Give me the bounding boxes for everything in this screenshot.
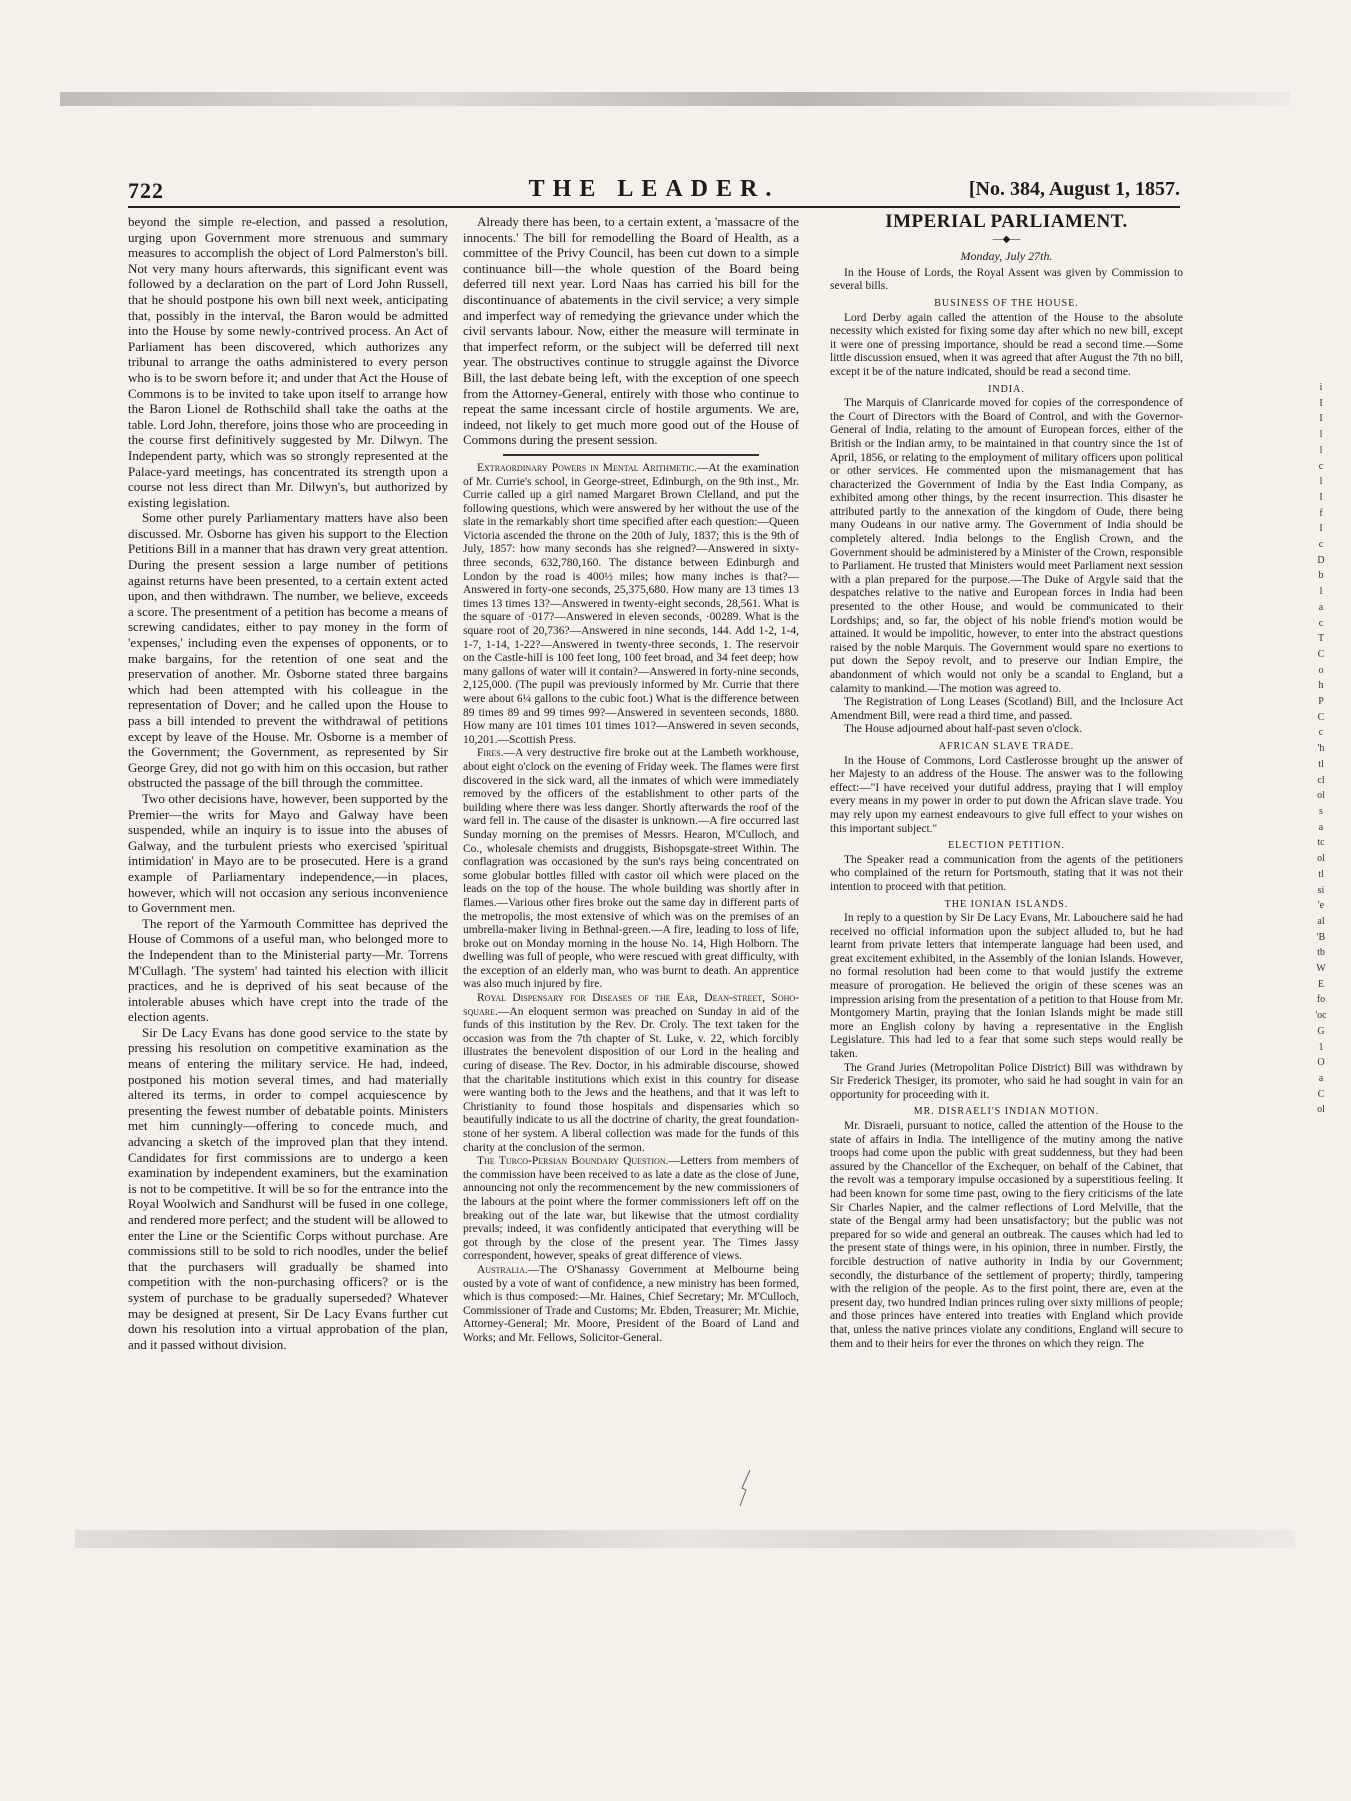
item-heading: Fires. [477,747,504,760]
edge-fragment: si [1317,884,1325,896]
item-body: —Letters from members of the commission have been received to as late a date as the close of June, announcing not only the recommencement by the new commissioners of the labours at the point where the former commissioners left off on the breaking out of the late war, but likewise that the utmost cordiality prevails; indeed, it was confidently anticipated that everything will be got through by the close of the present year. The Times Jassy correspondent, however, speaks of great difference of views. [463,1155,799,1263]
edge-fragment: I [1319,491,1323,503]
edge-fragment: E [1317,978,1325,990]
edge-fragment: tb [1317,947,1325,959]
edge-fragment: C [1317,1088,1325,1100]
subheading: THE IONIAN ISLANDS. [944,898,1069,910]
edge-fragment: I [1319,413,1323,425]
edge-fragment: b [1318,570,1324,582]
ink-mark [738,1468,752,1508]
edge-fragment: C [1317,711,1325,723]
scan-border-top [60,92,1290,106]
page-number: 722 [128,178,164,203]
edge-fragment: I [1319,523,1323,535]
subheading: BUSINESS OF THE HOUSE. [934,297,1079,309]
report-paragraph: The Registration of Long Leases (Scotland) Bill, and the Inclosure Act Amendment Bill, were read a third time, and passed. [830,696,1183,722]
edge-fragment: P [1318,696,1324,708]
edge-fragment: l [1319,476,1323,488]
column-separator [503,454,759,456]
edge-fragment: O [1317,1057,1325,1069]
header-rule [128,206,1180,208]
edge-fragment: i [1319,382,1323,393]
adjacent-page-edge [1300,380,1342,1290]
column-3 [830,214,1183,1489]
edge-fragment: f [1319,507,1323,519]
report-paragraph: In reply to a question by Sir De Lacy Evans, Mr. Labouchere said he had received no official information upon the subject alluded to, but he had learnt from private letters that intemperate language had been used, and great excitement exhibited, in the Assembly of the Ionian Islands. However, no formal resolution had been come to that would justify the extreme measure of prorogation. He believed the origin of these scenes was an impression arising from the presentation of a petition to that House from Mr. Montgomery Martin, praying that the Ionian Islands might be made still more an English colony by having a representative in the English Legislature. This had led to a fear that some such steps would really be taken. [830,912,1183,1061]
subheading: INDIA. [988,383,1025,395]
report-paragraph: Lord Derby again called the attention of the House to the absolute necessity which existed for fixing some day after which no new bill, except it were one of pressing importance, should be read a second time.—Some little discussion ensued, when it was agreed that after August the 7th no bill, except it be of the nature indicated, should be read a second time. [830,311,1183,378]
col2-paragraph: Already there has been, to a certain extent, a 'massacre of the innocents.' The bill for remodelling the Board of Health, as a committee of the Privy Council, has been cut down to a simple continuance bill—the whole question of the Board being deferred till next year. Lord Naas has carried his bill for the discontinuance of abatements in the civil service; a very simple and imperfect way of remedying the grievance under which the civil servants labour. Now, either the measure will terminate in that imperfect reform, or the subject will be deferred till next year. The obstructives continue to struggle against the Divorce Bill, the last debate being left, with the exception of one speech from the Attorney-General, entirely with those who continue to repeat the same incessant circle of hostile arguments. We are, indeed, not likely to get much more good out of the House of Commons during the present session. [463,214,799,448]
edge-fragment: c [1318,460,1324,472]
ornament-divider: —◆— [992,233,1021,245]
edge-fragment: tc [1317,837,1325,849]
subheading: MR. DISRAELI'S INDIAN MOTION. [913,1106,1100,1118]
report-paragraph: The House adjourned about half-past seven o'clock. [844,723,1083,736]
edge-fragment: o [1318,664,1324,676]
item-body: —The O'Shanassy Government at Melbourne being ousted by a vote of want of confidence, a new ministry has been formed, which is thus composed:—Mr. Haines, Chief Secretary; Mr. M'Culloch, Commissioner of Trade and Customs; Mr. Ebden, Treasurer; Mr. Michie, Attorney-General; Mr. Moore, President of the Board of Land and Works; and Mr. Fellows, Solicitor-General. [463,1263,799,1344]
edge-fragment: fo [1316,994,1326,1006]
col1-paragraph: The report of the Yarmouth Committee has deprived the House of Commons of a useful man, who belonged more to the Independent than to the Ministerial party—Mr. Torrens M'Cullagh. 'The system' had tainted his election with illicit practices, and he is deprived of his seat because of the intolerable abuses which have crept into the trade of the election agents. [128,915,448,1025]
item-body: —At the examination of Mr. Currie's school, in George-street, Edinburgh, on the 9th inst., Mr. Currie called up a girl named Margaret Brown Clelland, and put the following questions, which were answered by her without the use of the slate in the remarkably short time specified after each question:—Queen Victoria ascended the throne on the 20th of July, 1837; this is the 9th of July, 1857: how many seconds has she reigned?—Answered in sixty-three seconds, 632,780,160. The distance between Edinburgh and London by the road is 400½ miles; how many inches is that?—Answered in forty-one seconds, 25,375,680. How many are 13 times 13 times 13 times 13?—Answered in twenty-eight seconds, 28,561. What is the square of ·017?—Answered in eleven seconds, ·00289. What is the square root of 20,736?—Answered in nine seconds, 144. Add 1-2, 1-4, 1-7, 1-14, 1-22?—Answered in twenty-three seconds, 1. The reservoir on the Castle-hill is 100 feet long, 100 feet broad, and 34 feet deep; how many gallons of water will it contain?—Answered in forty-nine seconds, 2,125,000. (The pupil was previously informed by Mr. Currie that there were about 6¼ gallons to the cubic foot.) What is the difference between 89 times 89 and 99 times 99?—Answered in seventeen seconds, 1880. How many are 101 times 101 times 101?—Answered in seven seconds, 10,201.—Scottish Press. [463,461,799,746]
paper-title: THE LEADER. [528,176,780,202]
edge-fragment: 'B [1316,931,1326,943]
edge-fragment: ol [1317,853,1325,865]
scan-border-bottom [75,1530,1295,1548]
item-heading: Royal Dispensary for Diseases of the Ear, Dean-street, Soho-square. [463,992,799,1018]
edge-fragment: l [1319,586,1323,598]
edge-fragment: C [1317,648,1325,660]
issue-line: [No. 384, August 1, 1857. [968,178,1180,200]
edge-fragment: c [1318,617,1324,629]
col1-paragraph: Some other purely Parliamentary matters have also been discussed. Mr. Osborne has given his support to the Election Petitions Bill in a manner that has drawn very great attention. During the present session a large number of petitions against returns have been presented, to a certain extent acted upon, and then withdrawn. The number, we believe, exceeds a score. The presentment of a petition has become a means of screwing candidates, either to pay money in the form of 'expenses,' including even the expenses of opponents, or to make bargains, for the retention of one seat and the preservation of another. Mr. Osborne stated three bargains which had been attempted with his colleague in the representation of Dover; and he called upon the House to pass a bill intended to prevent the withdrawal of petitions except by leave of the House. Mr. Osborne is a member of the Government; the Government, as represented by Sir George Grey, did not go with him on this occasion, but rather obstructed the passage of the bill through the committee. [128,510,448,791]
subheading: ELECTION PETITION. [948,840,1065,852]
edge-fragment: s [1319,805,1323,817]
item-heading: Australia. [477,1263,528,1276]
edge-fragment: 'h [1317,743,1325,755]
edge-fragment: T [1317,633,1325,645]
edge-fragment: a [1318,601,1324,613]
edge-fragment: G [1317,1025,1325,1037]
edge-fragment: tl [1318,758,1324,770]
edge-fragment: c [1318,539,1324,551]
subheading: AFRICAN SLAVE TRADE. [938,740,1075,752]
item-heading: Extraordinary Powers in Mental Arithmetic. [477,461,697,474]
report-paragraph: Mr. Disraeli, pursuant to notice, called the attention of the House to the state of affairs in India. The intelligence of the mutiny among the native troops had come upon the public with great suddenness, but they had been assured by the Chancellor of the Exchequer, on behalf of the Cabinet, that the revolt was a temporary impulse occasioned by a superstitious feeling. It had been known for some time past, owing to the fiery criticisms of the late Sir Charles Napier, and the calmer reflections of Lord Melville, that the state of the Bengal army had been unsatisfactory; but the public was not prepared for so wide and general an outbreak. The causes which had led to the present state of things were, in his opinion, three in number. Firstly, the forcible destruction of native authority in India by our Government; secondly, the disturbance of the settlement of property; thirdly, tampering with the religion of the people. As to the first point, there are, even at the present day, two hundred Indian princes ruling over sixty millions of people; and those princes have entered into treaties with England which provide that, unless the native princes violate any conditions, England will secure to them and to their heirs for ever the thrones on which they reign. The [830,1120,1183,1350]
edge-fragment: 'oc [1315,1010,1327,1022]
edge-fragment: a [1318,1072,1324,1084]
column-2 [463,214,799,1489]
edge-fragment: c [1318,727,1324,739]
edge-fragment: tl [1318,868,1324,880]
report-paragraph: The Grand Juries (Metropolitan Police District) Bill was withdrawn by Sir Frederick Thesiger, its promoter, who said he had sought in vain for an opportunity for proceeding with it. [830,1061,1183,1101]
masthead [128,170,1180,210]
edge-fragment: al [1317,915,1325,927]
edge-fragment: W [1316,963,1326,975]
edge-fragment: 1 [1318,1041,1324,1053]
edge-fragment: ol [1317,1104,1325,1116]
edge-fragment: I [1319,397,1323,409]
parliament-report [830,267,1183,1351]
news-items [463,462,799,1346]
col1-paragraph: Two other decisions have, however, been supported by the Premier—the writs for Mayo and Galway have been suspended, while an inquiry is to issue into the abuses of Galway, and the turbulent priests who exercised 'spiritual intimidation' in Mayo are to be prosecuted. Here is a grand example of Parliamentary independence,—in places, however, which will not occasion any serious inconvenience to Government men. [128,790,448,916]
item-heading: The Turco-Persian Boundary Question. [477,1155,669,1168]
item-body: —An eloquent sermon was preached on Sunday in aid of the funds of this institution by the Rev. Dr. Croly. The text taken for the occasion was from the 7th chapter of St. Luke, v. 22, which forcibly illustrates the benevolent disposition of our Lord in the healing and curing of disease. The Rev. Doctor, in his admirable discourse, showed that the charitable institutions which exist in this country for disease were wanting both to the Jews and the heathens, and that it was left to Christianity to found those hospitals and dispensaries which so beautifully indicate to us all the doctrine of charity, the great foundation-stone of her system. A liberal collection was made for the funds of this charity at the conclusion of the sermon. [463,1005,799,1154]
report-paragraph: The Speaker read a communication from the agents of the petitioners who complained of the return for Portsmouth, stating that it was not their intention to proceed with that petition. [830,853,1183,893]
report-paragraph: In the House of Commons, Lord Castlerosse brought up the answer of her Majesty to an address of the House. The answer was to the following effect:—"I have received your dutiful address, praying that I will employ every means in my power in order to put down the African slave trade. You may rely upon my earnest endeavours to give full effect to your wishes on this important subject." [830,754,1183,835]
col1-paragraph: Sir De Lacy Evans has done good service to the state by pressing his resolution on competitive examination as the means of entering the military service. He had, indeed, postponed his motion several times, and had materially altered its terms, in order to compel acquiescence by presenting the fewest number of debatable points. Ministers met him cunningly—offering to concede much, and advancing a sketch of the improved plan that they intend. Candidates for first commissions are to undergo a keen examination by independent examiners, but the examination is not to be competitive. It will be so for the entrance into the Royal Woolwich and Sandhurst will be fused in one college, and rendered more perfect; and the student will be allowed to enter the Line or the Scientific Corps without purchase. Are commissions still to be sold to rich noodles, under the belief that the purchasers will gradually be shamed into competition with the non-purchasing officers? or is the system of purchase to be gradually superseded? Whatever may be designed at present, Sir De Lacy Evans further cut down his resolution into a virtual approbation of the plan, and it passed without division. [128,1024,448,1352]
edge-fragment: cl [1317,774,1325,786]
edge-fragment: D [1317,554,1325,566]
report-paragraph: The Marquis of Clanricarde moved for copies of the correspondence of the Court of Directors with the Board of Control, and with the Governor-General of India, relating to the amount of European forces, either of the British or the Indian army, to be maintained in that country since the 1st of April, 1856, or relating to the employment of military officers upon political or other services. He commented upon the mismanagement that has characterized the Government of India by the East India Company, as exhibited among other things, by the recent insurrection. This disaster he attributed partly to the annexation of the kingdom of Oude, there being many Oudeans in our native army. The Government of India should be completely altered. India belongs to the English Crown, and the Government should be administered by a Minister of the Crown, responsible to Parliament. He trusted that Ministers would meet Parliament next session with a plan prepared for the purpose.—The Duke of Argyle said that the despatches relative to the native and European forces in India had been presented to the other House, and would be communicated to their Lordships; and, so far, the object of his noble friend's motion would be attained. It would be impolitic, however, to enter into the abstract questions raised by the noble Marquis. The Government would spare no exertions to put down the Sepoy revolt, and to preserve our Indian Empire, the abandonment of which would not only be a scandal to England, but a calamity to mankind.—The motion was agreed to. [830,397,1183,695]
column-1 [128,214,448,1489]
item-body: —A very destructive fire broke out at the Lambeth workhouse, about eight o'clock on the evening of Friday week. The flames were first discovered in the sick ward, all the inmates of which were immediately removed by the officers of the establishment to other parts of the building where there was less danger. Shortly afterwards the roof of the ward fell in. The cause of the disaster is unknown.—A fire occurred last Sunday morning on the premises of Messrs. Hearon, M'Culloch, and Co., wholesale chemists and druggists, Bishopsgate-street Within. The conflagration was occasioned by the sun's rays being concentrated on some globular bottles filled with castor oil which were placed on the leads on the top of the house. The whole building was shortly after in flames.—Various other fires broke out the same day in different parts of the metropolis, the most extensive of which was on the premises of an umbrella-maker living in Bethnal-green.—A fire, leading to loss of life, broke out on Monday morning in the house No. 14, High Holborn. The dwelling was full of people, who were rescued with great difficulty, with the exception of an elderly man, who was burnt to death. An apprentice was also much injured by fire. [463,747,799,991]
edge-fragment: ol [1317,790,1325,802]
edge-fragment: 'e [1317,900,1325,912]
edge-fragment: h [1318,680,1324,692]
edge-fragment: a [1318,821,1324,833]
edge-fragment: l [1319,444,1323,456]
report-paragraph: In the House of Lords, the Royal Assent was given by Commission to several bills. [830,266,1183,293]
col1-paragraph: beyond the simple re-election, and passed a resolution, urging upon Government more strenuous and summary measures to accomplish the object of Lord Palmerston's bill. Not very many hours afterwards, this significant event was followed by a declaration on the part of Lord John Russell, that he should postpone his own bill next week, anticipating that, possibly in the interval, the Baron would be admitted into the House by some newly-contrived process. An Act of Parliament has been discovered, which authorizes any tribunal to arrange the oaths administered to every person who is to be sworn before it; and under that Act the House of Commons is to be invited to take upon itself to arrange how the Baron Lionel de Rothschild shall take the oaths at the table. Lord John, therefore, joins those who are proceeding in the course first definitively suggested by Mr. Dilwyn. The Independent party, which was so strongly represented at the Palace-yard meetings, has concentrated its strength upon a course not less direct than Mr. Dilwyn's, but authorized by existing legislation. [128,214,448,510]
dateline: Monday, July 27th. [960,249,1053,264]
edge-fragment: l [1319,429,1323,441]
section-heading: IMPERIAL PARLIAMENT. [885,214,1128,232]
